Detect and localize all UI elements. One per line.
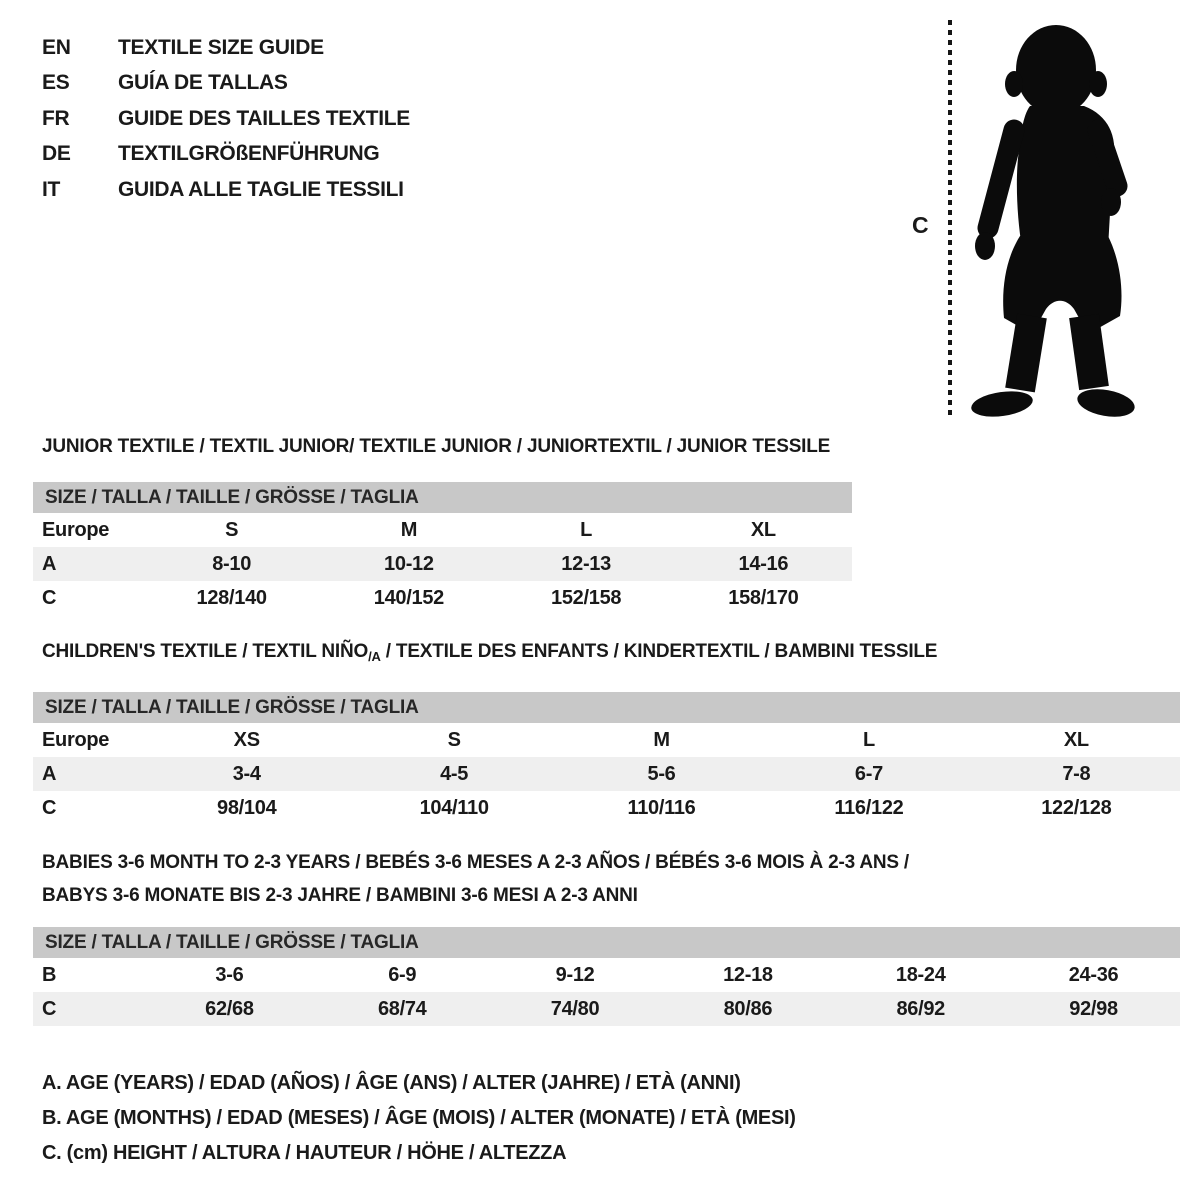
table-cell: M — [400, 518, 418, 541]
junior-size-header-band — [33, 482, 852, 513]
lang-row-it — [42, 172, 410, 208]
lang-title-fr: GUIDE DES TAILLES TEXTILE — [118, 106, 410, 130]
table-cell: 8-10 — [212, 552, 252, 575]
language-header — [42, 30, 410, 208]
table-cell: 98/104 — [217, 796, 277, 819]
table-cell: 9-12 — [555, 963, 595, 986]
children-size-header-label: SIZE / TALLA / TAILLE / GRÖSSE / TAGLIA — [45, 696, 419, 718]
table-cell: 62/68 — [205, 997, 254, 1020]
lang-code-fr: FR — [42, 106, 70, 130]
lang-row-es — [42, 66, 410, 102]
table-cell: 24-36 — [1068, 963, 1119, 986]
table-row — [33, 581, 852, 615]
table-cell: 4-5 — [440, 762, 469, 785]
table-row — [33, 958, 1180, 992]
lang-title-it: GUIDA ALLE TAGLIE TESSILI — [118, 177, 404, 201]
lang-code-de: DE — [42, 142, 71, 166]
table-cell: 86/92 — [896, 997, 945, 1020]
table-row — [33, 757, 1180, 791]
junior-size-table — [33, 482, 852, 615]
table-cell: 14-16 — [738, 552, 789, 575]
lang-code-it: IT — [42, 177, 61, 201]
table-cell: 68/74 — [377, 997, 427, 1020]
lang-title-en: TEXTILE SIZE GUIDE — [118, 35, 324, 59]
babies-size-header-band — [33, 927, 1180, 958]
row-label: Europe — [42, 728, 110, 751]
table-cell: 122/128 — [1041, 796, 1112, 819]
table-cell: 74/80 — [550, 997, 600, 1020]
lang-title-es: GUÍA DE TALLAS — [118, 71, 288, 95]
table-cell: S — [447, 728, 461, 751]
table-cell: 3-6 — [215, 963, 244, 986]
lang-row-fr — [42, 101, 410, 137]
table-cell: 18-24 — [895, 963, 946, 986]
babies-title-line1: BABIES 3-6 MONTH TO 2-3 YEARS / BEBÉS 3-6 MESES A 2-3 AÑOS / BÉBÉS 3-6 MOIS À 2-3 ANS / — [42, 852, 910, 873]
table-row — [33, 513, 852, 547]
baby-silhouette — [968, 18, 1138, 418]
table-cell: 92/98 — [1069, 997, 1118, 1020]
table-cell: 3-4 — [232, 762, 261, 785]
junior-size-header-label: SIZE / TALLA / TAILLE / GRÖSSE / TAGLIA — [45, 486, 419, 508]
legend-line-c: C. (cm) HEIGHT / ALTURA / HAUTEUR / HÖHE / ALTEZZA — [42, 1142, 567, 1164]
table-cell: 110/116 — [627, 796, 696, 819]
table-row — [33, 992, 1180, 1026]
table-cell: 152/158 — [551, 586, 622, 609]
table-cell: 6-7 — [854, 762, 883, 785]
table-cell: 12-13 — [561, 552, 611, 575]
table-cell: XS — [233, 728, 260, 751]
babies-size-table — [33, 927, 1180, 1026]
table-cell: 140/152 — [373, 586, 444, 609]
table-cell: 6-9 — [388, 963, 417, 986]
row-label: C — [42, 997, 57, 1020]
table-cell: 128/140 — [196, 586, 267, 609]
children-title-subscript: /A — [368, 649, 381, 664]
table-cell: 104/110 — [419, 796, 489, 819]
height-measure-label: C — [912, 212, 929, 238]
babies-size-header-label: SIZE / TALLA / TAILLE / GRÖSSE / TAGLIA — [45, 931, 419, 953]
measurement-legend — [42, 1066, 796, 1171]
table-cell: 10-12 — [384, 552, 434, 575]
table-cell: 116/122 — [834, 796, 904, 819]
table-row — [33, 791, 1180, 825]
table-cell: S — [225, 518, 239, 541]
children-size-header-band — [33, 692, 1180, 723]
children-size-table — [33, 692, 1180, 825]
lang-row-en — [42, 30, 410, 66]
table-row — [33, 723, 1180, 757]
children-title-text: CHILDREN'S TEXTILE / TEXTIL NIÑO — [42, 641, 369, 662]
table-cell: 5-6 — [647, 762, 676, 785]
lang-row-de — [42, 137, 410, 173]
table-cell: M — [653, 728, 670, 751]
table-cell: XL — [750, 518, 776, 541]
table-cell: L — [580, 518, 593, 541]
row-label: A — [42, 762, 57, 785]
table-row — [33, 547, 852, 581]
row-label: B — [42, 963, 57, 986]
lang-title-de: TEXTILGRÖßENFÜHRUNG — [118, 142, 380, 166]
row-label: A — [42, 552, 57, 575]
row-label: C — [42, 586, 57, 609]
row-label: C — [42, 796, 57, 819]
babies-title-line2: BABYS 3-6 MONATE BIS 2-3 JAHRE / BAMBINI 3-6 MESI A 2-3 ANNI — [42, 885, 638, 906]
junior-section-title: JUNIOR TEXTILE / TEXTIL JUNIOR/ TEXTILE JUNIOR / JUNIORTEXTIL / JUNIOR TESSILE — [42, 436, 831, 457]
lang-code-es: ES — [42, 71, 70, 95]
table-cell: 158/170 — [728, 586, 799, 609]
row-label: Europe — [42, 518, 110, 541]
lang-code-en: EN — [42, 35, 71, 59]
legend-line-a: A. AGE (YEARS) / EDAD (AÑOS) / ÂGE (ANS) / ALTER (JAHRE) / ETÀ (ANNI) — [42, 1072, 741, 1094]
table-cell: 12-18 — [723, 963, 773, 986]
table-cell: 80/86 — [723, 997, 773, 1020]
table-cell: 7-8 — [1062, 762, 1091, 785]
height-measure-dashed-line — [948, 20, 952, 416]
table-cell: XL — [1063, 728, 1089, 751]
children-section-title — [42, 641, 937, 663]
children-title-text-2: / TEXTILE DES ENFANTS / KINDERTEXTIL / BAMBINI TESSILE — [380, 641, 938, 662]
babies-section-title — [42, 846, 909, 912]
table-cell: L — [862, 728, 875, 751]
legend-line-b: B. AGE (MONTHS) / EDAD (MESES) / ÂGE (MOIS) / ALTER (MONATE) / ETÀ (MESI) — [42, 1107, 796, 1129]
